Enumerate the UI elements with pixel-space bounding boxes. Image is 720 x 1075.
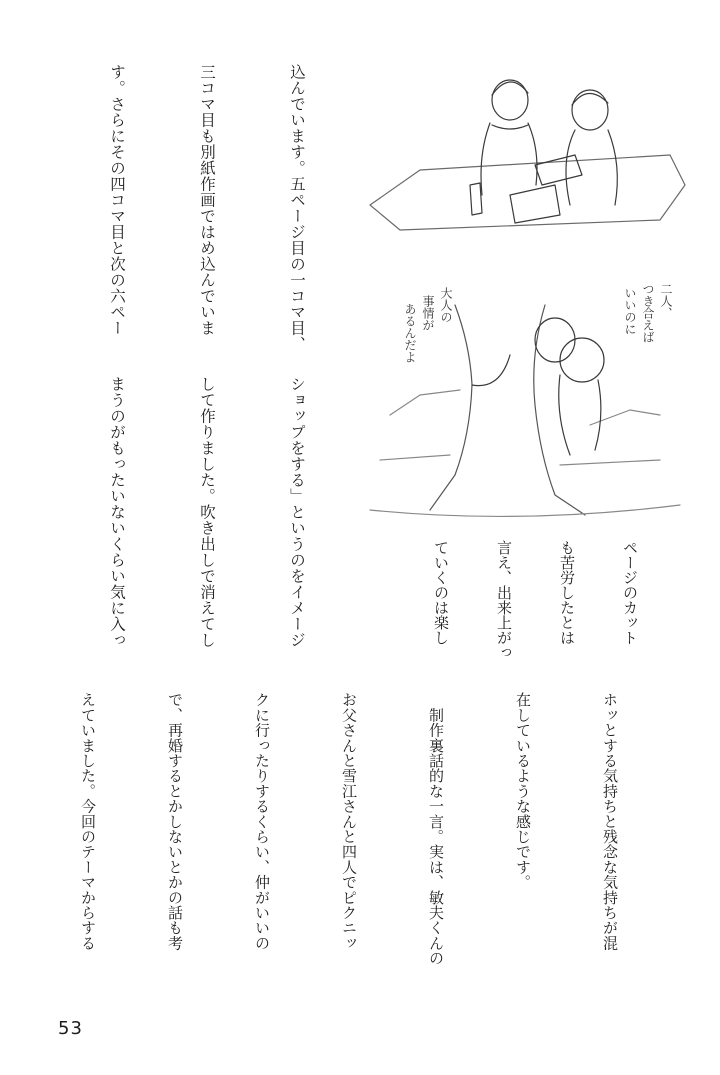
text-line: えていました。今回のテーマからする: [79, 692, 97, 951]
afterword-column-left-lower: [90, 376, 372, 676]
text-line: まうのがもったいないくらい気に入っ: [108, 376, 126, 648]
picnic-sketch: [370, 80, 685, 230]
afterword-column-right-lower: [32, 692, 682, 992]
sketch-note-line: あるんだよ: [403, 303, 417, 363]
text-line: 在しているような感じです。: [514, 692, 532, 890]
afterword-column-left-upper: [90, 64, 372, 360]
text-line: 言え、出来上がっ: [495, 540, 513, 660]
text-line: 制作裏話的な一言。実は、敏夫くんの: [427, 692, 445, 966]
text-line: お父さんと雪江さんと四人でピクニッ: [340, 692, 358, 951]
text-line: ていくのは楽し: [432, 540, 450, 645]
text-line: ショップをする」というのをイメージ: [288, 376, 306, 648]
text-line: して作りました。吹き出しで消えてし: [198, 376, 216, 648]
sketch-note-line: 事情が: [421, 295, 435, 331]
afterword-column-right-middle: [400, 540, 682, 676]
text-line: 三コマ目も別紙作画ではめ込んでいま: [198, 64, 216, 336]
sketch-note-line: 二人、: [659, 283, 673, 319]
text-line: 込んでいます。五ページ目の一コマ目、: [288, 64, 306, 352]
text-line: ホッとする気持ちと残念な気持ちが混: [601, 692, 619, 951]
sketch-note-line: つき合えば: [641, 283, 655, 343]
text-line: クに行ったりするくらい、仲がいいの: [253, 692, 271, 951]
page-number: 53: [58, 1018, 83, 1039]
pencil-sketch-illustration: [360, 55, 690, 525]
text-line: で、再婚するとかしないとかの話も考: [166, 692, 184, 951]
text-line: も苦労したとは: [558, 540, 576, 645]
sketch-note-line: いいのに: [623, 287, 637, 335]
text-line: ページのカット: [621, 540, 639, 645]
text-line: す。さらにその四コマ目と次の六ペー: [108, 64, 126, 336]
sketch-note-line: 大人の: [439, 287, 453, 323]
